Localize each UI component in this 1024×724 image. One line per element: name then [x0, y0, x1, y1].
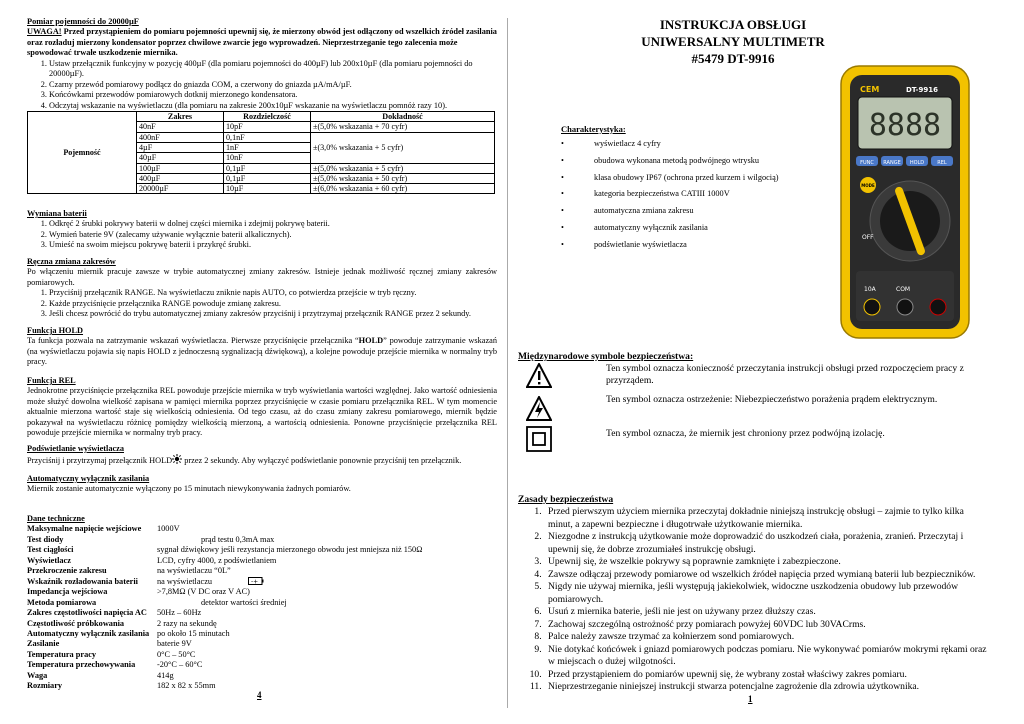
list-item: 2. Każde przyciśnięcie przełącznika RANGE powoduje zmianę zakresu. — [49, 299, 497, 309]
manual-range-section — [27, 257, 497, 320]
meter-button-rel: REL — [937, 160, 947, 166]
table-cell: 400nF — [137, 132, 224, 142]
meter-off-label: OFF — [862, 234, 874, 241]
tech-row: Test ciągłości sygnał dźwiękowy jeśli rezystancja mierzonego obwodu jest mniejsza niż 150Ω — [27, 545, 423, 555]
document-title — [618, 17, 848, 68]
title-line: UNIWERSALNY MULTIMETR — [641, 33, 825, 49]
list-item: 10. Przed przystąpieniem do pomiarów upewnij się, że wybrany został właściwy zakres pomiaru. — [544, 669, 988, 681]
capacitance-steps — [27, 59, 497, 111]
tech-row: Maksymalne napięcie wejściowe 1000V — [27, 524, 180, 534]
table-cell: 4µF — [137, 142, 224, 152]
list-item: 6. Usuń z miernika baterie, jeśli nie jest on używany przez dłuższy czas. — [544, 606, 988, 618]
table-cell: 10µF — [224, 184, 311, 194]
list-item: • podświetlanie wyświetlacza — [561, 239, 687, 249]
symbols-heading: Międzynarodowe symbole bezpieczeństwa: — [518, 351, 694, 362]
list-item: 2. Czarny przewód pomiarowy podłącz do gniazda COM, a czerwony do gniazda µA/mA/µF. — [49, 80, 497, 90]
title-line: #5479 DT-9916 — [691, 50, 775, 66]
table-cell: ±(5,0% wskazania + 70 cyfr) — [311, 122, 495, 132]
rules-section — [518, 494, 988, 694]
table-cell: 20000µF — [137, 184, 224, 194]
list-item: 2. Wymień baterie 9V (zalecamy używanie wyłącznie baterii alkalicznych). — [49, 230, 497, 240]
table-cell: ±(3,0% wskazania + 5 cyfr) — [311, 132, 495, 163]
auto-off-text: Miernik zostanie automatycznie wyłączony po 15 minutach niewykonywania żadnych pomiarów. — [27, 484, 351, 494]
tech-row: Metoda pomiarowa detektor wartości średniej — [27, 597, 287, 607]
table-cell: 0,1nF — [224, 132, 311, 142]
list-item: • automatyczna zmiana zakresu — [561, 206, 694, 216]
rules-heading: Zasady bezpieczeństwa — [518, 494, 614, 505]
meter-button-range: RANGE — [883, 160, 901, 166]
capacitance-warning: UWAGA! Przed przystąpieniem do pomiaru pojemności upewnij się, że mierzony obwód jest odłączony od wszelkich źródeł zasilania oraz rozładuj mierzony kondensator poprzez chwilowe zwarcie jego wyprowadzeń. Nieprzestrzeganie tego zalecenia może spowodować trwałe uszkodzenie miernika. — [27, 27, 497, 58]
manual-range-steps — [27, 288, 497, 319]
rel-section — [27, 376, 497, 439]
table-cell: 100µF — [137, 163, 224, 173]
tech-row: Impedancja wejściowa >7,8MΩ (V DC oraz V AC) — [27, 587, 250, 597]
features-section — [561, 124, 791, 257]
capacitance-section — [27, 17, 497, 194]
multimeter-illustration — [838, 63, 972, 341]
backlight-sun-icon — [172, 454, 182, 464]
meter-display: 8888 — [868, 108, 942, 143]
list-item: 8. Palce należy zawsze trzymać za kołnierzem sond pomiarowych. — [544, 631, 988, 643]
tech-row: Automatyczny wyłącznik zasilania po około 15 minutach — [27, 628, 230, 638]
table-cell: 40nF — [137, 122, 224, 132]
list-item: 3. Jeśli chcesz powrócić do trybu automatycznej zmiany zakresów przyciśnij i przytrzymaj przełącznik RANGE przez 2 sekundy. — [49, 309, 497, 319]
battery-steps — [27, 219, 497, 250]
list-item: 9. Nie dotykać końcówek i gniazd pomiarowych podczas pomiaru. Nie wykonywać pomiarów mokrymi rękami oraz w miejscach o dużej wilgotności. — [544, 644, 988, 669]
tech-row: Przekroczenie zakresu na wyświetlaczu “0L” — [27, 566, 231, 576]
rel-heading: Funkcja REL — [27, 376, 76, 385]
backlight-heading: Podświetlanie wyświetlacza — [27, 444, 125, 453]
features-list — [561, 139, 791, 250]
capacitance-heading: Pomiar pojemności do 20000µF — [27, 17, 139, 26]
table-cell: ±(5,0% wskazania + 50 cyfr) — [311, 173, 495, 183]
table-cell: 10pF — [224, 122, 311, 132]
tech-row: Test diody prąd testu 0,3mA max — [27, 534, 275, 544]
tech-row: Rozmiary 182 x 82 x 55mm — [27, 681, 216, 691]
battery-section — [27, 209, 497, 251]
tech-heading: Dane techniczne — [27, 514, 85, 523]
list-item: • kategoria bezpieczeństwa CATIII 1000V — [561, 189, 730, 199]
list-item: • obudowa wykonana metodą podwójnego wtrysku — [561, 155, 759, 165]
tech-row: Wyświetlacz LCD, cyfry 4000, z podświetlaniem — [27, 555, 277, 565]
list-item: 7. Zachowaj szczególną ostrożność przy pomiarach powyżej 60VDC lub 30VACrms. — [544, 619, 988, 631]
meter-terminal-com: COM — [896, 286, 911, 293]
table-row — [28, 112, 495, 122]
symbols-section — [518, 351, 988, 363]
hold-text: Ta funkcja pozwala na zatrzymanie wskazań wyświetlacza. Pierwsze przyciśnięcie przełącznika “HOLD” powoduje zatrzymanie wskazań (na wyświetlaczu pojawia się napis HOLD z jednoczesną sygnalizacją dźwiękową), a kolejne powoduje przejście miernika w normalny tryb pracy. — [27, 336, 497, 367]
list-item: • automatyczny wyłącznik zasilania — [561, 222, 708, 232]
high-voltage-icon — [526, 396, 552, 422]
left-page — [27, 0, 497, 724]
double-insulation-icon — [526, 426, 552, 452]
tech-row: Wskaźnik rozładowania baterii na wyświetlaczu -+ — [27, 577, 497, 587]
table-row-label: Pojemność — [28, 112, 137, 194]
table-cell: ±(6,0% wskazania + 60 cyfr) — [311, 184, 495, 194]
manual-range-intro: Po włączeniu miernik pracuje zawsze w trybie automatycznej zmiany zakresów. Istnieje jednak możliwość ręcznej zmiany zakresów pomiarowych. — [27, 267, 497, 287]
list-item: 3. Umieść na swoim miejscu pokrywę baterii i przykręć śrubki. — [49, 240, 497, 250]
meter-brand: CEM — [860, 85, 880, 94]
rules-list — [518, 506, 988, 693]
tech-row: Temperatura pracy 0°C – 50°C — [27, 649, 196, 659]
hold-heading: Funkcja HOLD — [27, 326, 84, 335]
table-cell: 0,1µF — [224, 163, 311, 173]
symbol-description: Ten symbol oznacza ostrzeżenie: Niebezpieczeństwo porażenia prądem elektrycznym. — [606, 394, 938, 405]
battery-heading: Wymiana baterii — [27, 209, 87, 218]
table-cell: ±(5,0% wskazania + 5 cyfr) — [311, 163, 495, 173]
table-cell: 0,1µF — [224, 173, 311, 183]
tech-row: Waga 414g — [27, 670, 174, 680]
list-item: 4. Zawsze odłączaj przewody pomiarowe od wszelkich źródeł napięcia przed wymianą baterii lub bezpieczników. — [544, 569, 988, 581]
list-item: • klasa obudowy IP67 (ochrona przed kurzem i wilgocią) — [561, 172, 779, 182]
list-item: 4. Odczytaj wskazanie na wyświetlaczu (dla pomiaru na zakresie 200x10µF wskazanie na wyświetlaczu pomnóż razy 10). — [49, 101, 497, 111]
manual-range-heading: Ręczna zmiana zakresów — [27, 257, 116, 266]
table-header: Dokładność — [311, 112, 495, 122]
list-item: 1. Przyciśnij przełącznik RANGE. Na wyświetlaczu zniknie napis AUTO, co potwierdza przejście w tryb ręczny. — [49, 288, 497, 298]
right-page — [518, 0, 988, 724]
list-item: 1. Ustaw przełącznik funkcyjny w pozycję 400µF (dla pomiaru pojemności do 400µF) lub 200x10µF (dla pomiaru pojemności do 20000µF). — [49, 59, 497, 80]
table-cell: 1nF — [224, 142, 311, 152]
features-heading: Charakterystyka: — [561, 124, 626, 134]
page-divider — [507, 18, 508, 708]
backlight-section — [27, 444, 497, 467]
page-number-right: 1 — [748, 694, 753, 704]
symbol-description: Ten symbol oznacza konieczność przeczytania instrukcji obsługi przed rozpoczęciem pracy z przyrządem. — [606, 363, 964, 387]
title-line: INSTRUKCJA OBSŁUGI — [659, 17, 807, 32]
rel-text: Jednokrotne przyciśnięcie przełącznika REL powoduje przejście miernika w tryb wyświetlania wartości względnej. Jako wartość odniesienia może służyć dowolna wielkość zapisana w pamięci miernika poprzez przyciśnięcie w czasie pomiaru przełącznika REL. W tym momencie aktualnie mierzona wartość staje się wielkością odniesienia. Od tego czasu, aż do czasu zmiany zakresu pomiarowego, miernik będzie pokazywał na wyświetlaczu różnicę pomiędzy wielkością mierzoną, a wartością odniesienia. Ponowne przyciśnięcie przełącznika REL powoduje przejście miernika w normalny tryb pracy. — [27, 386, 497, 438]
meter-model: DT-9916 — [906, 86, 938, 94]
auto-off-section — [27, 474, 497, 495]
hold-section — [27, 326, 497, 368]
table-header: Rozdzielczość — [224, 112, 311, 122]
page-number-left: 4 — [257, 690, 262, 700]
battery-icon — [248, 577, 264, 585]
tech-row: Temperatura przechowywania -20°C – 60°C — [27, 660, 203, 670]
list-item: 1. Przed pierwszym użyciem miernika przeczytaj dokładnie niniejszą instrukcję obsługi – zajmie to tylko kilka minut, a zapewni bezpieczne i długotrwałe użytkowanie miernika. — [544, 506, 988, 531]
warning-triangle-icon — [526, 363, 552, 389]
auto-off-heading: Automatyczny wyłącznik zasilania — [27, 474, 150, 483]
list-item: 5. Nigdy nie używaj miernika, jeśli występują jakiekolwiek, widoczne uszkodzenia obudowy lub przewodów pomiarowych. — [544, 581, 988, 606]
list-item: 2. Niezgodne z instrukcją użytkowanie może doprowadzić do uszkodzeń ciała, porażenia, zranień. Przeczytaj i upewnij się, że dobrze zrozumiałeś instrukcję obsługi. — [544, 531, 988, 556]
symbol-description: Ten symbol oznacza, że miernik jest chroniony przez podwójną izolację. — [606, 428, 885, 439]
tech-row: Zasilanie baterie 9V — [27, 639, 192, 649]
list-item: 11. Nieprzestrzeganie niniejszej instrukcji stwarza potencjalne zagrożenie dla zdrowia użytkownika. — [544, 681, 988, 693]
backlight-text: Przyciśnij i przytrzymaj przełącznik HOLD przez 2 sekundy. Aby wyłączyć podświetlanie ponownie przyciśnij ten przełącznik. — [27, 456, 462, 466]
table-header: Zakres — [137, 112, 224, 122]
table-cell: 10nF — [224, 153, 311, 163]
meter-mode-button: MODE — [861, 183, 875, 188]
capacitance-table — [27, 111, 495, 194]
meter-terminal-10a: 10A — [864, 286, 876, 293]
list-item: 3. Upewnij się, że wszelkie pokrywy są poprawnie zamknięte i zabezpieczone. — [544, 556, 988, 568]
meter-button-hold: HOLD — [909, 160, 925, 166]
list-item: 1. Odkręć 2 śrubki pokrywy baterii w dolnej części miernika i zdejmij pokrywę baterii. — [49, 219, 497, 229]
meter-button-func: FUNC — [860, 160, 874, 166]
list-item: 3. Końcówkami przewodów pomiarowych dotknij mierzonego kondensatora. — [49, 90, 497, 100]
table-cell: 40µF — [137, 153, 224, 163]
table-cell: 400µF — [137, 173, 224, 183]
tech-row: Zakres częstotliwości napięcia AC 50Hz – 60Hz — [27, 608, 202, 618]
tech-row: Częstotliwość próbkowania 2 razy na sekundę — [27, 618, 217, 628]
list-item: • wyświetlacz 4 cyfry — [561, 139, 661, 149]
tech-section — [27, 514, 497, 692]
svg-text:-+: -+ — [251, 578, 259, 585]
